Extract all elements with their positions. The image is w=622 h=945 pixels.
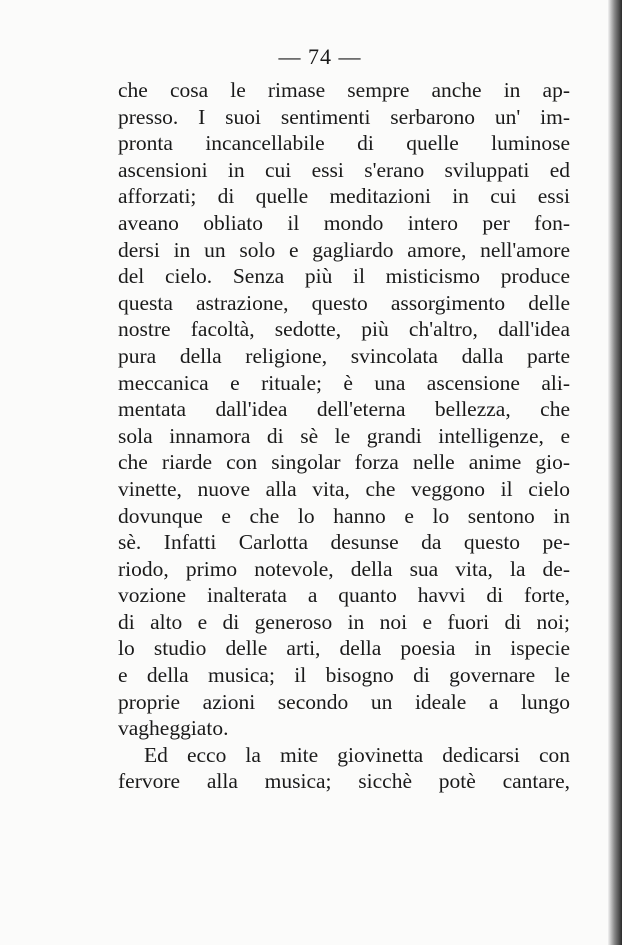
text-line: sola innamora di sè le grandi intelligenze, e [118, 423, 570, 448]
body-text [118, 77, 570, 795]
text-line: questa astrazione, questo assorgimento delle [118, 290, 570, 315]
text-line: dovunque e che lo hanno e lo sentono in [118, 503, 570, 528]
text-line: Ed ecco la mite giovinetta dedicarsi con [144, 742, 570, 767]
text-line: del cielo. Senza più il misticismo produce [118, 264, 570, 289]
text-line: fervore alla musica; sicchè potè cantare, [118, 769, 570, 794]
text-line: ascensioni in cui essi s'erano sviluppati ed [118, 157, 570, 182]
text-line: di alto e di generoso in noi e fuori di noi; [118, 609, 570, 634]
text-line: pura della religione, svincolata dalla parte [118, 343, 570, 368]
text-line: sè. Infatti Carlotta desunse da questo pe- [118, 530, 570, 555]
text-line: meccanica e rituale; è una ascensione ali- [118, 370, 570, 395]
text-line: vagheggiato. [118, 716, 229, 741]
text-line: dersi in un solo e gagliardo amore, nell'amore [118, 237, 570, 262]
text-line: vozione inalterata a quanto havvi di forte, [118, 583, 570, 608]
text-line: afforzati; di quelle meditazioni in cui essi [118, 184, 570, 209]
text-line: vinette, nuove alla vita, che veggono il cielo [118, 476, 570, 501]
text-line: e della musica; il bisogno di governare le [118, 663, 570, 688]
text-line: nostre facoltà, sedotte, più ch'altro, dall'idea [118, 317, 570, 342]
text-line: lo studio delle arti, della poesia in ispecie [118, 636, 570, 661]
page-number: — 74 — [278, 44, 362, 69]
text-line: proprie azioni secondo un ideale a lungo [118, 689, 570, 714]
text-line: riodo, primo notevole, della sua vita, la de- [118, 556, 570, 581]
page-edge-shadow [608, 0, 622, 945]
text-line: che riarde con singolar forza nelle anime gio- [118, 450, 570, 475]
text-line: aveano obliato il mondo intero per fon- [118, 210, 570, 235]
text-line: pronta incancellabile di quelle luminose [118, 131, 570, 156]
text-line: mentata dall'idea dell'eterna bellezza, che [118, 397, 570, 422]
text-line: presso. I suoi sentimenti serbarono un' im- [118, 104, 570, 129]
text-line: che cosa le rimase sempre anche in ap- [118, 78, 570, 102]
